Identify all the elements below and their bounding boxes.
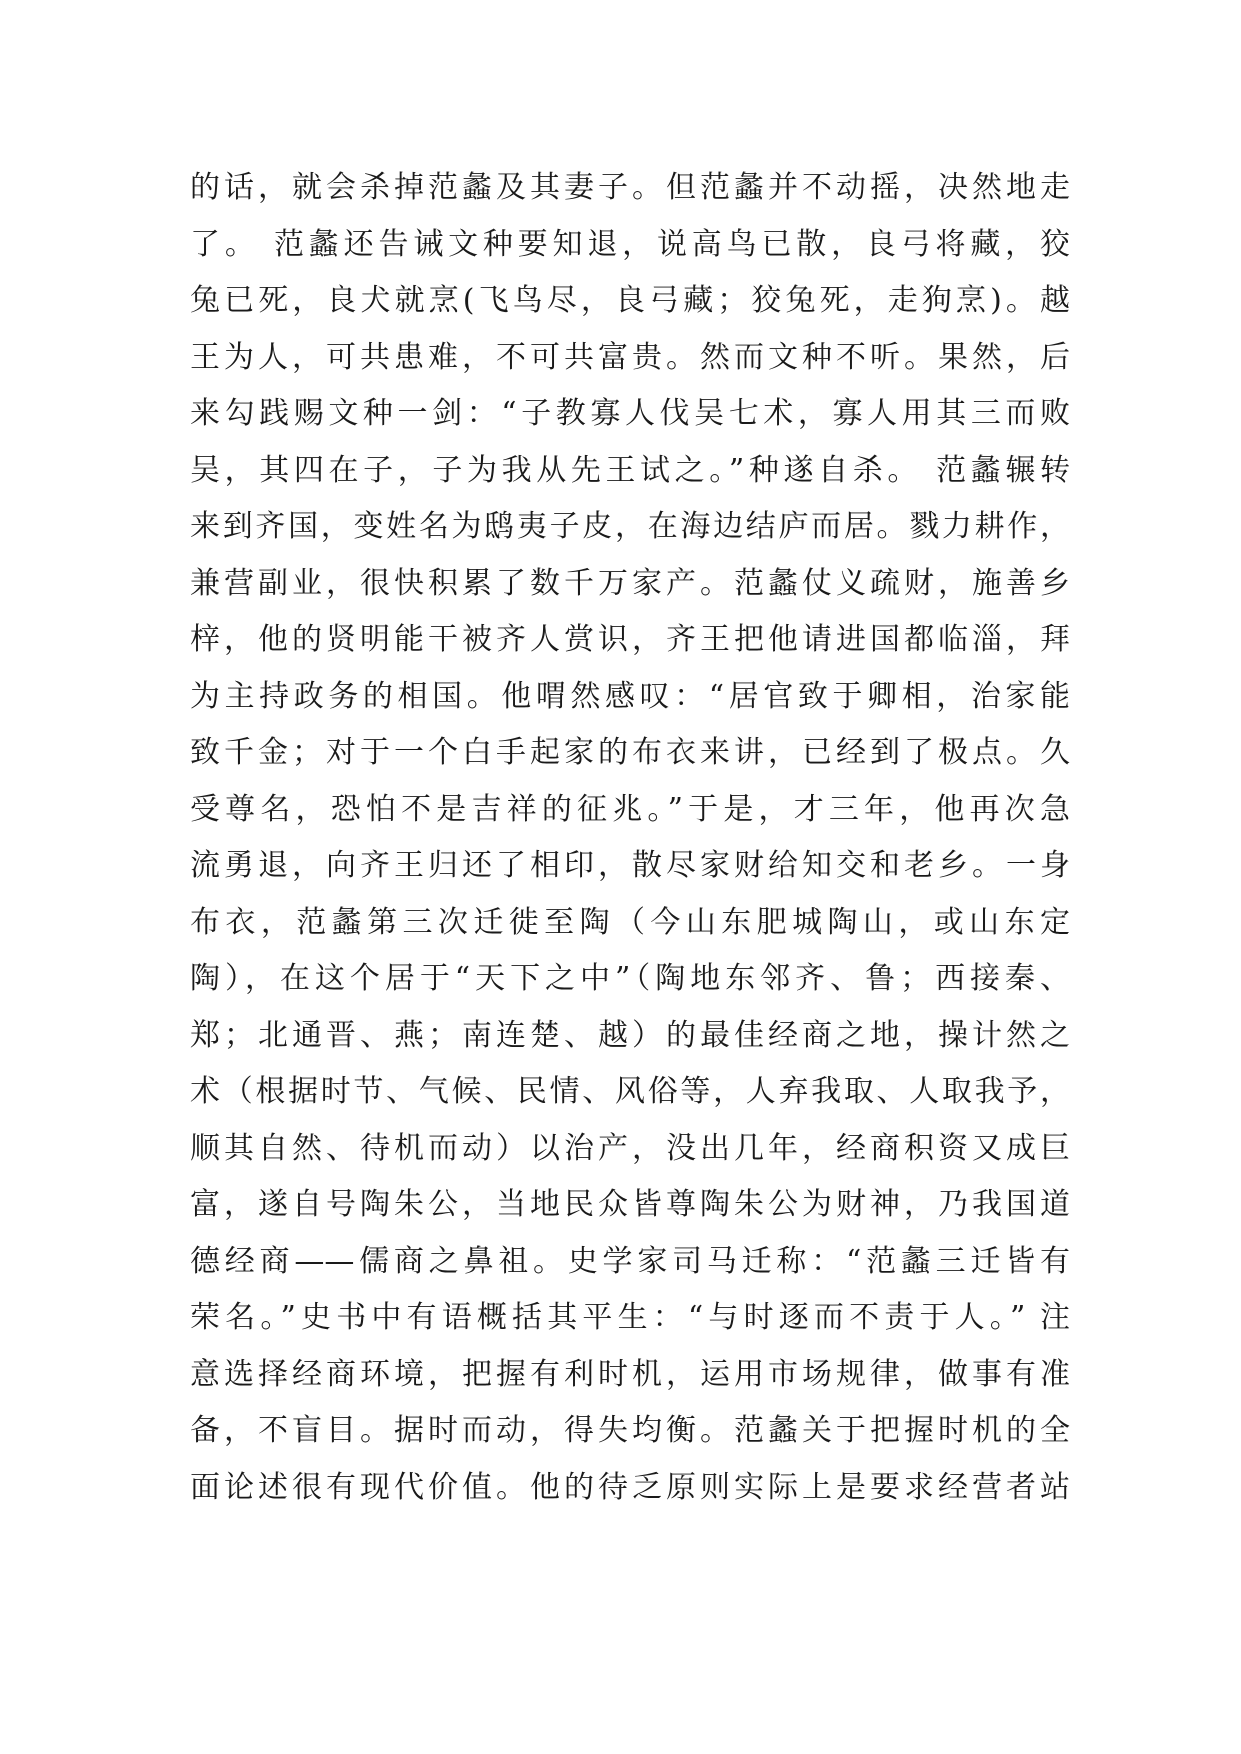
body-text [190,160,1070,1516]
text-line: 了。 范蠡还告诫文种要知退，说高鸟已散，良弓将藏，狡 [190,226,1070,262]
text-line: 荣名。”史书中有语概括其平生：“与时逐而不责于人。” 注 [190,1300,1070,1335]
text-line: 术（根据时节、气候、民情、风俗等，人弃我取、人取我予， [190,1074,1070,1109]
text-line: 吴，其四在子，子为我从先王试之。”种遂自杀。 范蠡辗转 [190,452,1070,488]
text-line: 备，不盲目。据时而动，得失均衡。范蠡关于把握时机的全 [190,1413,1070,1448]
text-line: 陶），在这个居于“天下之中”（陶地东邻齐、鲁；西接秦、 [190,961,1070,996]
text-line: 来到齐国，变姓名为鸱夷子皮，在海边结庐而居。戮力耕作， [190,509,1070,544]
text-line: 兼营副业，很快积累了数千万家产。范蠡仗义疏财，施善乡 [190,565,1070,601]
text-line: 德经商——儒商之鼻祖。史学家司马迁称：“范蠡三迁皆有 [190,1243,1070,1279]
text-line: 郑；北通晋、燕；南连楚、越）的最佳经商之地，操计然之 [190,1017,1070,1053]
text-line: 梓，他的贤明能干被齐人赏识，齐王把他请进国都临淄，拜 [190,622,1070,657]
text-line: 为主持政务的相国。他喟然感叹：“居官致于卿相，治家能 [190,678,1070,714]
text-line: 意选择经商环境，把握有利时机，运用市场规律，做事有准 [190,1356,1070,1392]
text-line: 布衣，范蠡第三次迁徙至陶（今山东肥城陶山，或山东定 [190,904,1070,940]
text-line: 受尊名，恐怕不是吉祥的征兆。”于是，才三年，他再次急 [190,791,1070,827]
text-line: 流勇退，向齐王归还了相印，散尽家财给知交和老乡。一身 [190,848,1070,883]
text-line: 面论述很有现代价值。他的待乏原则实际上是要求经营者站 [190,1469,1070,1505]
text-line: 王为人，可共患难，不可共富贵。然而文种不听。果然，后 [190,339,1070,375]
text-line: 致千金；对于一个白手起家的布衣来讲，已经到了极点。久 [190,735,1070,770]
text-line: 的话，就会杀掉范蠡及其妻子。但范蠡并不动摇，决然地走 [190,170,1070,205]
text-line: 富，遂自号陶朱公，当地民众皆尊陶朱公为财神，乃我国道 [190,1187,1070,1222]
text-line: 来勾践赐文种一剑：“子教寡人伐吴七术，寡人用其三而败 [190,396,1070,431]
text-line: 顺其自然、待机而动）以治产，没出几年，经商积资又成巨 [190,1130,1070,1166]
text-line: 兔已死，良犬就烹(飞鸟尽，良弓藏；狡兔死，走狗烹)。越 [190,283,1070,318]
